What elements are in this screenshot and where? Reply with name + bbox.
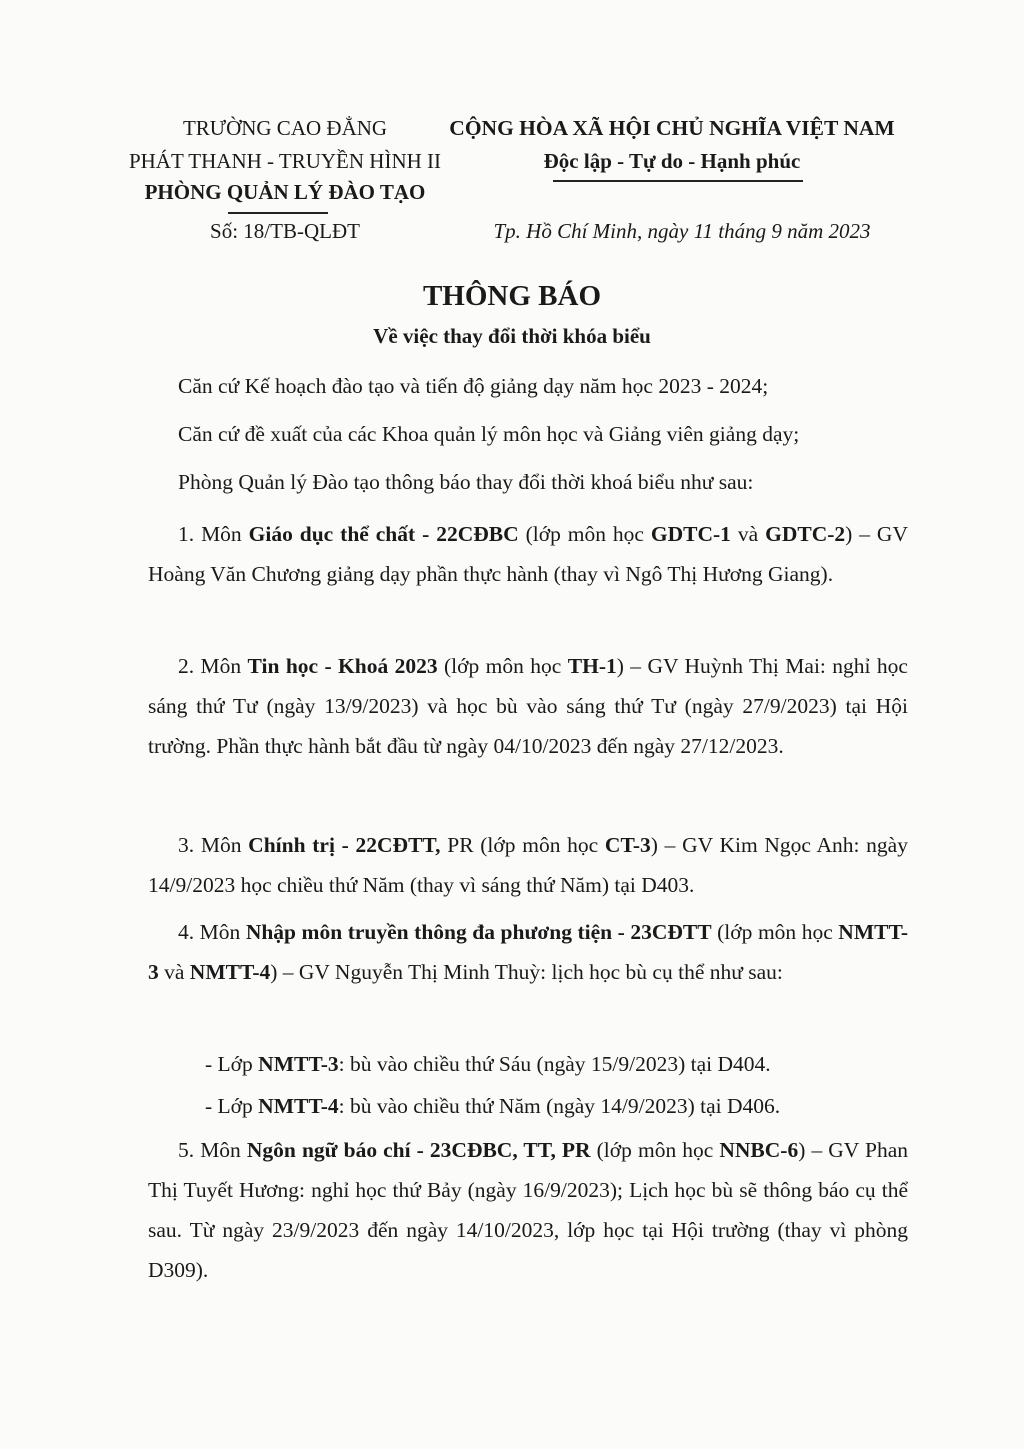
document-subtitle: Về việc thay đổi thời khóa biểu <box>373 324 651 348</box>
class-code: GDTC-2 <box>765 522 846 546</box>
subject-name: Tin học - Khoá 2023 <box>247 654 438 678</box>
item-3 <box>148 825 908 905</box>
item-text: ) – GV Huỳnh Thị Mai: nghỉ học sáng thứ Tư (ngày 13/9/2023) và học bù vào sáng thứ Tư (ngày 27/9/2023) tại Hội trường. Phần thực hành bắt đầu từ ngày 04/10/2023 đến ngày 27/12/2023. <box>148 654 908 758</box>
item-number: 2. Môn <box>178 654 248 678</box>
item-text: ) – GV Nguyễn Thị Minh Thuỳ: lịch học bù cụ thể như sau: <box>270 960 783 984</box>
preamble-line-1: Căn cứ Kế hoạch đào tạo và tiến độ giảng dạy năm học 2023 - 2024; <box>178 374 769 398</box>
item-text: (lớp môn học <box>518 522 651 546</box>
subitem-text: : bù vào chiều thứ Sáu (ngày 15/9/2023) tại D404. <box>338 1052 771 1076</box>
subitem-prefix: - Lớp <box>205 1094 259 1118</box>
subject-name: Giáo dục thể chất - 22CĐBC <box>248 522 519 546</box>
left-header-rule <box>228 212 328 214</box>
preamble-line-2: Căn cứ đề xuất của các Khoa quản lý môn học và Giảng viên giảng dạy; <box>178 422 800 446</box>
document-title: THÔNG BÁO <box>422 280 602 312</box>
item-number: 4. Môn <box>178 920 246 944</box>
subject-name: Chính trị - 22CĐTT, <box>248 833 441 857</box>
right-header-rule <box>553 180 803 182</box>
item-5 <box>148 1130 908 1290</box>
national-motto: Độc lập - Tự do - Hạnh phúc <box>543 149 801 173</box>
item-4 <box>148 912 908 992</box>
item-4-subitem-1 <box>205 1044 771 1084</box>
item-text: và <box>730 522 766 546</box>
item-number: 3. Môn <box>178 833 249 857</box>
item-2 <box>148 646 908 766</box>
item-text: ) – GV Kim Ngọc Anh: ngày 14/9/2023 học chiều thứ Năm (thay vì sáng thứ Năm) tại D403. <box>148 833 908 897</box>
item-4-subitem-2 <box>205 1086 780 1126</box>
subitem-text: : bù vào chiều thứ Năm (ngày 14/9/2023) tại D406. <box>338 1094 781 1118</box>
department-name: PHÒNG QUẢN LÝ ĐÀO TẠO <box>144 180 426 204</box>
class-code: NMTT-4 <box>189 960 271 984</box>
preamble-line-3: Phòng Quản lý Đào tạo thông báo thay đổi thời khoá biểu như sau: <box>178 470 754 494</box>
item-text: (lớp môn học <box>590 1138 720 1162</box>
item-number: 1. Môn <box>178 522 249 546</box>
place-and-date: Tp. Hồ Chí Minh, ngày 11 tháng 9 năm 2023 <box>493 219 871 243</box>
item-text: (lớp môn học <box>437 654 568 678</box>
item-text: ) – GV Phan Thị Tuyết Hương: nghỉ học thứ Bảy (ngày 16/9/2023); Lịch học bù sẽ thông báo cụ thể sau. Từ ngày 23/9/2023 đến ngày 14/10/2023, lớp học tại Hội trường (thay vì phòng D309). <box>148 1138 908 1282</box>
item-text: ) – GV Hoàng Văn Chương giảng dạy phần thực hành (thay vì Ngô Thị Hương Giang). <box>148 522 908 586</box>
item-text: và <box>158 960 190 984</box>
class-code: NMTT-3 <box>258 1052 339 1076</box>
national-title: CỘNG HÒA XÃ HỘI CHỦ NGHĨA VIỆT NAM <box>449 116 895 140</box>
org-name-line1: TRƯỜNG CAO ĐẲNG <box>182 116 388 140</box>
org-name-line2: PHÁT THANH - TRUYỀN HÌNH II <box>128 149 442 173</box>
class-code: NNBC-6 <box>719 1138 799 1162</box>
subitem-prefix: - Lớp <box>205 1052 259 1076</box>
item-1 <box>148 514 908 594</box>
item-text: PR (lớp môn học <box>440 833 605 857</box>
class-code: GDTC-1 <box>650 522 731 546</box>
item-number: 5. Môn <box>178 1138 247 1162</box>
class-code: NMTT-4 <box>258 1094 339 1118</box>
subject-name: Ngôn ngữ báo chí - 23CĐBC, TT, PR <box>246 1138 591 1162</box>
class-code: NMTT-3 <box>148 920 908 984</box>
class-code: CT-3 <box>604 833 651 857</box>
subject-name: Nhập môn truyền thông đa phương tiện - 23CĐTT <box>245 920 712 944</box>
class-code: TH-1 <box>567 654 617 678</box>
document-number: Số: 18/TB-QLĐT <box>210 219 360 243</box>
item-text: (lớp môn học <box>711 920 839 944</box>
